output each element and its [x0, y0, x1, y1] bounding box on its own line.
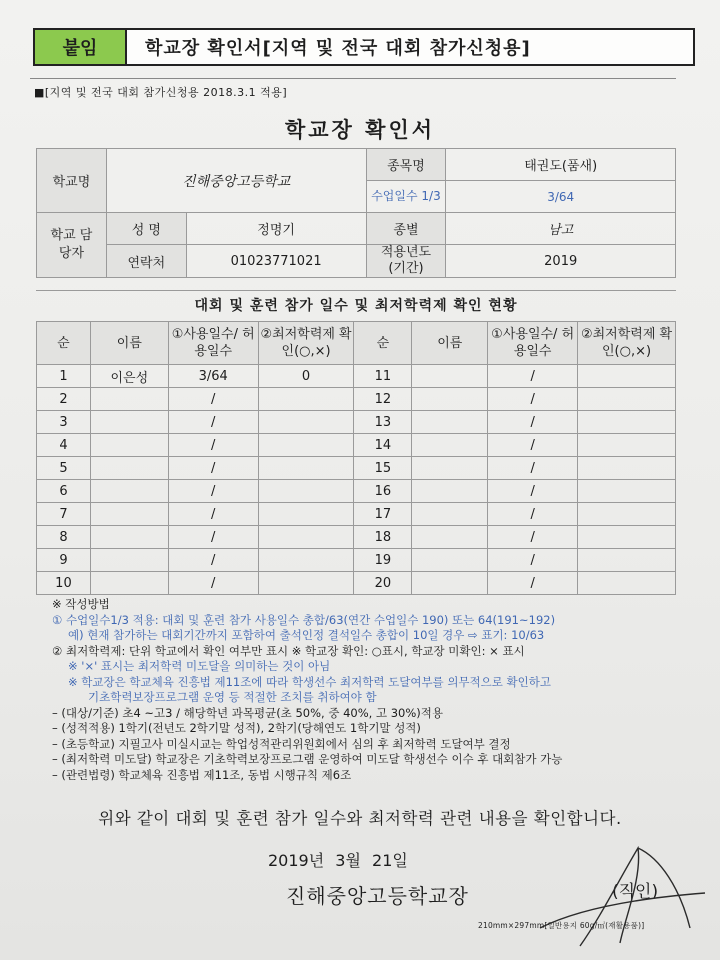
row-grade [258, 572, 354, 595]
row-name [90, 572, 168, 595]
row-no: 13 [354, 411, 412, 434]
row-grade [258, 503, 354, 526]
note-b4: – (최저학력 미도달) 학교장은 기초학력보장프로그램 운영하여 미도달 학생선수 이수 후 대회참가 가능 [52, 752, 563, 766]
row-days: / [488, 365, 578, 388]
row-name [90, 411, 168, 434]
note-2d: 기초학력보장프로그램 운영 등 적절한 조치를 취하여야 함 [88, 690, 377, 704]
row-grade [258, 526, 354, 549]
row-no: 14 [354, 434, 412, 457]
divider [30, 78, 676, 79]
notes-heading: ※ 작성방법 [52, 597, 110, 611]
note-b1: – (대상/기준) 초4 ~고3 / 해당학년 과목평균(초 50%, 중 40%, 고 30%)적용 [52, 705, 443, 720]
row-name [90, 549, 168, 572]
col-header-days: ①사용일수/ 허용일수 [488, 322, 578, 365]
row-grade [578, 503, 676, 526]
row-days: / [488, 411, 578, 434]
row-name [412, 572, 488, 595]
row-days: / [168, 526, 258, 549]
col-header-name: 이름 [412, 322, 488, 365]
seal-placeholder: (직인) [612, 882, 659, 902]
row-days: / [488, 526, 578, 549]
row-no: 16 [354, 480, 412, 503]
note-1b: 예) 현재 참가하는 대회기간까지 포함하여 출석인정 결석일수 총합이 10일 경우 ⇨ 표기: 10/63 [68, 628, 545, 642]
note-2b: ※ '×' 표시는 최저학력 미도달을 의미하는 것이 아님 [68, 659, 331, 673]
row-name [90, 526, 168, 549]
row-no: 9 [37, 549, 91, 572]
row-no: 17 [354, 503, 412, 526]
row-grade [258, 480, 354, 503]
note-b3: – (초등학교) 지필고사 미실시교는 학업성적관리위원회에서 심의 후 최저학력 도달여부 결정 [52, 736, 511, 751]
row-name [90, 480, 168, 503]
table-row [37, 480, 676, 503]
row-no: 11 [354, 365, 412, 388]
gender-value: 남고 [446, 213, 676, 245]
sport-value: 태권도(품새) [446, 149, 676, 181]
date-day: 21일 [372, 851, 408, 870]
name-value: 정명기 [186, 213, 366, 245]
year-label: 적용년도 (기간) [366, 245, 446, 278]
row-grade [578, 388, 676, 411]
table-row [37, 503, 676, 526]
note-2c: ※ 학교장은 학교체육 진흥법 제11조에 따라 학생선수 최저학력 도달여부를 의무적으로 확인하고 [68, 674, 551, 689]
row-no: 4 [37, 434, 91, 457]
year-value: 2019 [446, 245, 676, 278]
col-header-days: ①사용일수/ 허용일수 [168, 322, 258, 365]
days-label: 수업일수 1/3 [366, 181, 446, 213]
handwritten-signature [520, 838, 710, 948]
row-grade [258, 434, 354, 457]
paper-spec: 210mm×297mm[일반용지 60g/㎡(재활용품)] [478, 921, 645, 930]
row-name [412, 365, 488, 388]
row-no: 18 [354, 526, 412, 549]
row-days: / [488, 549, 578, 572]
row-days: / [488, 503, 578, 526]
attachment-tag: 붙임 [35, 30, 127, 64]
sport-label: 종목명 [366, 149, 446, 181]
gender-label: 종별 [366, 213, 446, 245]
row-name [412, 549, 488, 572]
row-name [90, 457, 168, 480]
section-title: 대회 및 훈련 참가 일수 및 최저학력제 확인 현황 [36, 290, 676, 321]
note-b5: – (관련법령) 학교체육 진흥법 제11조, 동법 시행규칙 제6조 [52, 767, 352, 782]
row-days: / [488, 434, 578, 457]
note-1a: ① 수업일수1/3 적용: 대회 및 훈련 참가 사용일수 총합/63(연간 수업일수 190) 또는 64(191~192) [52, 612, 556, 627]
phone-label: 연락처 [106, 245, 186, 278]
row-grade [578, 365, 676, 388]
row-days: / [168, 572, 258, 595]
phone-value: 01023771021 [186, 245, 366, 278]
row-name [412, 526, 488, 549]
principal-title: 진해중앙고등학교장 [286, 884, 469, 908]
row-name [90, 388, 168, 411]
name-label: 성 명 [106, 213, 186, 245]
row-days: / [168, 503, 258, 526]
col-header-no: 순 [354, 322, 412, 365]
row-days: / [488, 388, 578, 411]
note-2a: ② 최저학력제: 단위 학교에서 확인 여부만 표시 ※ 학교장 확인: ○표시, 학교장 미확인: × 표시 [52, 643, 525, 658]
row-days: / [168, 434, 258, 457]
row-no: 2 [37, 388, 91, 411]
row-grade [258, 388, 354, 411]
row-grade [578, 480, 676, 503]
row-days: / [488, 572, 578, 595]
table-row [37, 388, 676, 411]
row-no: 19 [354, 549, 412, 572]
row-days: / [168, 411, 258, 434]
row-no: 1 [37, 365, 91, 388]
form-code: ■[지역 및 전국 대회 참가신청용 2018.3.1 적용] [34, 86, 288, 99]
row-grade [258, 457, 354, 480]
row-name: 이은성 [90, 365, 168, 388]
row-days: / [488, 480, 578, 503]
table-row [37, 526, 676, 549]
row-days: 3/64 [168, 365, 258, 388]
row-grade [578, 411, 676, 434]
row-grade [578, 572, 676, 595]
row-name [412, 457, 488, 480]
row-days: / [168, 388, 258, 411]
row-grade [578, 434, 676, 457]
row-grade: 0 [258, 365, 354, 388]
row-name [412, 434, 488, 457]
row-name [412, 480, 488, 503]
row-no: 12 [354, 388, 412, 411]
participation-table [36, 321, 676, 595]
col-header-grade: ②최저학력제 확인(○,×) [258, 322, 354, 365]
row-name [412, 388, 488, 411]
date [268, 848, 408, 871]
attachment-title: 학교장 확인서[지역 및 전국 대회 참가신청용] [145, 38, 531, 59]
row-grade [258, 411, 354, 434]
table-row [37, 549, 676, 572]
confirmation-statement: 위와 같이 대회 및 훈련 참가 일수와 최저학력 관련 내용을 확인합니다. [98, 809, 622, 828]
row-grade [578, 549, 676, 572]
row-days: / [168, 549, 258, 572]
col-header-no: 순 [37, 322, 91, 365]
row-days: / [488, 457, 578, 480]
row-no: 8 [37, 526, 91, 549]
table-row [37, 434, 676, 457]
table-row [37, 411, 676, 434]
col-header-grade: ②최저학력제 확인(○,×) [578, 322, 676, 365]
date-year: 2019년 [268, 851, 325, 870]
row-no: 10 [37, 572, 91, 595]
row-name [412, 503, 488, 526]
row-no: 15 [354, 457, 412, 480]
row-no: 3 [37, 411, 91, 434]
table-row [37, 572, 676, 595]
note-b2: – (성적적용) 1학기(전년도 2학기말 성적), 2학기(당해연도 1학기말 성적) [52, 721, 421, 735]
row-name [90, 503, 168, 526]
row-no: 5 [37, 457, 91, 480]
row-grade [578, 526, 676, 549]
row-grade [578, 457, 676, 480]
table-row [37, 457, 676, 480]
school-value: 진해중앙고등학교 [106, 149, 366, 213]
school-info-table [36, 148, 676, 278]
row-no: 7 [37, 503, 91, 526]
attachment-header [33, 28, 695, 66]
row-no: 20 [354, 572, 412, 595]
row-days: / [168, 480, 258, 503]
contact-group-label: 학교 담당자 [37, 213, 107, 278]
document-title: 학교장 확인서 [284, 118, 436, 142]
row-name [412, 411, 488, 434]
days-value: 3/64 [446, 181, 676, 213]
row-name [90, 434, 168, 457]
date-month: 3월 [335, 851, 361, 870]
row-days: / [168, 457, 258, 480]
col-header-name: 이름 [90, 322, 168, 365]
instructions [52, 597, 692, 783]
school-label: 학교명 [37, 149, 107, 213]
row-grade [258, 549, 354, 572]
row-no: 6 [37, 480, 91, 503]
table-row [37, 365, 676, 388]
